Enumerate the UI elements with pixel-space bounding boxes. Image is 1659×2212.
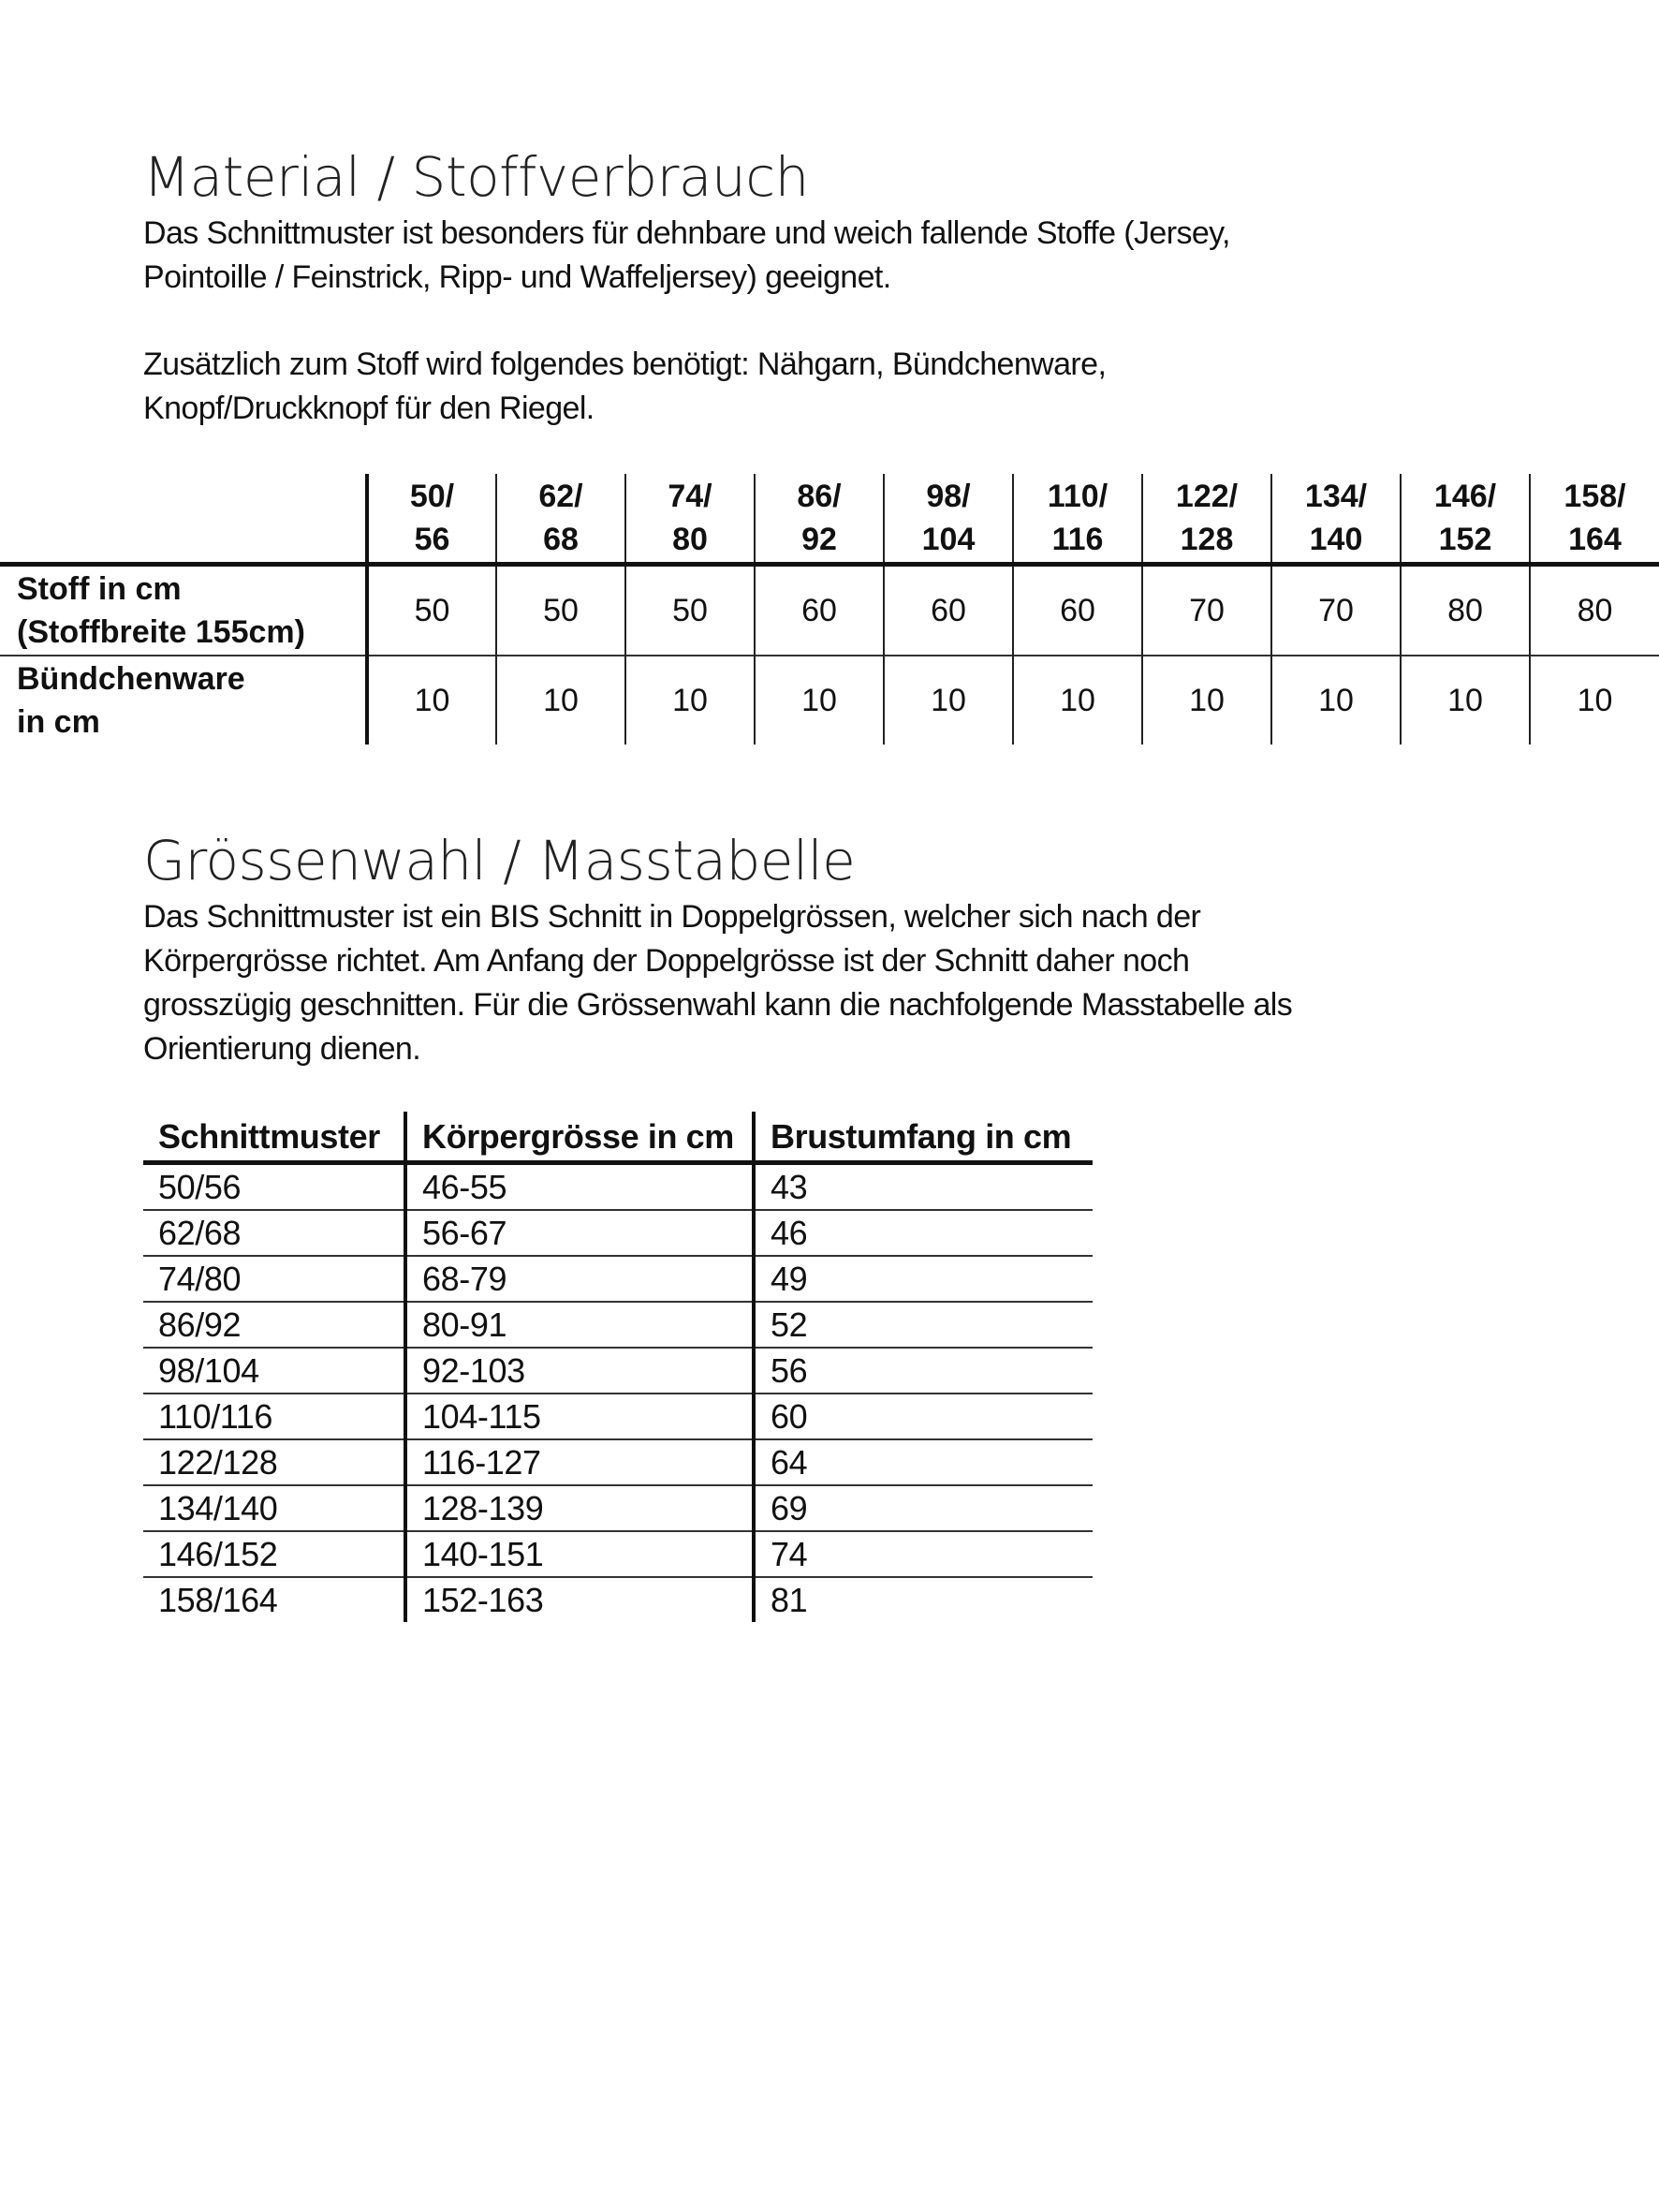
- material-paragraph-2-line-1: Zusätzlich zum Stoff wird folgendes benötigt: Nähgarn, Bündchenware,: [143, 347, 1107, 382]
- pattern-size-cell: 50/56: [158, 1168, 242, 1206]
- body-height-cell: 140-151: [405, 1531, 754, 1577]
- table-cell: 70: [1271, 565, 1401, 656]
- chest-cell: 46: [754, 1210, 1093, 1256]
- chest-cell: 74: [754, 1531, 1093, 1577]
- table-cell: 10: [1530, 656, 1659, 745]
- size-column-header: 134/ 140: [1271, 474, 1401, 565]
- fabric-table-header-row: [0, 474, 1659, 565]
- size-column-header: 146/ 152: [1401, 474, 1530, 565]
- pattern-size-cell: 146/152: [158, 1535, 278, 1573]
- table-cell: 10: [1401, 656, 1530, 745]
- table-cell: 80: [1530, 565, 1659, 656]
- fabric-table-corner-cell: [0, 474, 367, 565]
- ribbing-row: [0, 656, 1659, 745]
- chest-cell: 56: [754, 1348, 1093, 1394]
- sizing-paragraph-line-4: Orientierung dienen.: [143, 1031, 421, 1067]
- chest-cell: 81: [754, 1577, 1093, 1622]
- table-cell: 60: [1013, 565, 1142, 656]
- body-height-cell: 116-127: [405, 1439, 754, 1485]
- size-column-header: 50/ 56: [367, 474, 496, 565]
- column-header-pattern: Schnittmuster: [158, 1116, 380, 1156]
- table-row: [143, 1163, 1093, 1211]
- table-cell: 50: [496, 565, 625, 656]
- table-row: [143, 1531, 1093, 1577]
- pattern-size-cell: 122/128: [158, 1443, 278, 1482]
- fabric-row: [0, 565, 1659, 656]
- table-cell: 50: [625, 565, 755, 656]
- body-height-cell: 56-67: [405, 1210, 754, 1256]
- table-cell: 10: [1271, 656, 1401, 745]
- sizing-paragraph: [143, 895, 1604, 1071]
- table-cell: 10: [1013, 656, 1142, 745]
- table-cell: 60: [884, 565, 1013, 656]
- table-cell: 10: [755, 656, 884, 745]
- body-height-cell: 92-103: [405, 1348, 754, 1394]
- table-cell: 10: [496, 656, 625, 745]
- row-label-fabric: Stoff in cm (Stoffbreite 155cm): [17, 571, 305, 650]
- material-paragraph-2: [143, 343, 1604, 431]
- column-header-body-height: Körpergrösse in cm: [405, 1112, 754, 1163]
- table-row: [143, 1439, 1093, 1485]
- material-paragraph-2-line-2: Knopf/Druckknopf für den Riegel.: [143, 391, 595, 426]
- size-chart-header-row: [143, 1112, 1093, 1163]
- chest-cell: 69: [754, 1485, 1093, 1531]
- table-cell: 60: [755, 565, 884, 656]
- size-column-header: 86/ 92: [755, 474, 884, 565]
- table-row: [143, 1394, 1093, 1439]
- size-column-header: 158/ 164: [1530, 474, 1659, 565]
- size-column-header: 62/ 68: [496, 474, 625, 565]
- table-row: [143, 1348, 1093, 1394]
- pattern-size-cell: 86/92: [158, 1305, 242, 1344]
- table-row: [143, 1485, 1093, 1531]
- table-row: [143, 1302, 1093, 1348]
- table-cell: 10: [625, 656, 755, 745]
- size-column-header: 110/ 116: [1013, 474, 1142, 565]
- table-row: [143, 1256, 1093, 1302]
- column-header-chest: Brustumfang in cm: [754, 1112, 1093, 1163]
- table-cell: 10: [884, 656, 1013, 745]
- material-paragraph-1-line-1: Das Schnittmuster ist besonders für dehnbare und weich fallende Stoffe (Jersey,: [143, 215, 1230, 251]
- sizing-paragraph-line-1: Das Schnittmuster ist ein BIS Schnitt in Doppelgrössen, welcher sich nach der: [143, 899, 1201, 935]
- sizing-paragraph-line-3: grosszügig geschnitten. Für die Grössenwahl kann die nachfolgende Masstabelle als: [143, 987, 1293, 1023]
- chest-cell: 52: [754, 1302, 1093, 1348]
- body-height-cell: 68-79: [405, 1256, 754, 1302]
- table-cell: 70: [1142, 565, 1271, 656]
- pattern-size-cell: 62/68: [158, 1214, 242, 1252]
- size-column-header: 122/ 128: [1142, 474, 1271, 565]
- pattern-size-cell: 110/116: [158, 1397, 272, 1436]
- pattern-size-cell: 134/140: [158, 1489, 278, 1527]
- size-chart-table: [143, 1112, 1093, 1622]
- table-cell: 50: [367, 565, 496, 656]
- material-section-title: Material / Stoffverbrauch: [143, 145, 809, 209]
- size-column-header: 74/ 80: [625, 474, 755, 565]
- chest-cell: 49: [754, 1256, 1093, 1302]
- pattern-size-cell: 74/80: [158, 1260, 242, 1298]
- row-label-ribbing: Bündchenware in cm: [17, 661, 245, 740]
- body-height-cell: 80-91: [405, 1302, 754, 1348]
- material-paragraph-1: [143, 212, 1604, 300]
- table-row: [143, 1577, 1093, 1622]
- body-height-cell: 104-115: [405, 1394, 754, 1439]
- table-cell: 10: [367, 656, 496, 745]
- pattern-size-cell: 158/164: [158, 1581, 278, 1619]
- material-paragraph-1-line-2: Pointoille / Feinstrick, Ripp- und Waffeljersey) geeignet.: [143, 259, 891, 295]
- table-cell: 80: [1401, 565, 1530, 656]
- chest-cell: 60: [754, 1394, 1093, 1439]
- sizing-paragraph-line-2: Körpergrösse richtet. Am Anfang der Doppelgrösse ist der Schnitt daher noch: [143, 943, 1190, 979]
- sizing-section-title: Grössenwahl / Masstabelle: [143, 829, 856, 892]
- table-row: [143, 1210, 1093, 1256]
- chest-cell: 43: [754, 1163, 1093, 1211]
- pattern-size-cell: 98/104: [158, 1351, 259, 1390]
- body-height-cell: 152-163: [405, 1577, 754, 1622]
- fabric-consumption-table: [0, 474, 1659, 745]
- chest-cell: 64: [754, 1439, 1093, 1485]
- size-column-header: 98/ 104: [884, 474, 1013, 565]
- body-height-cell: 46-55: [405, 1163, 754, 1211]
- body-height-cell: 128-139: [405, 1485, 754, 1531]
- table-cell: 10: [1142, 656, 1271, 745]
